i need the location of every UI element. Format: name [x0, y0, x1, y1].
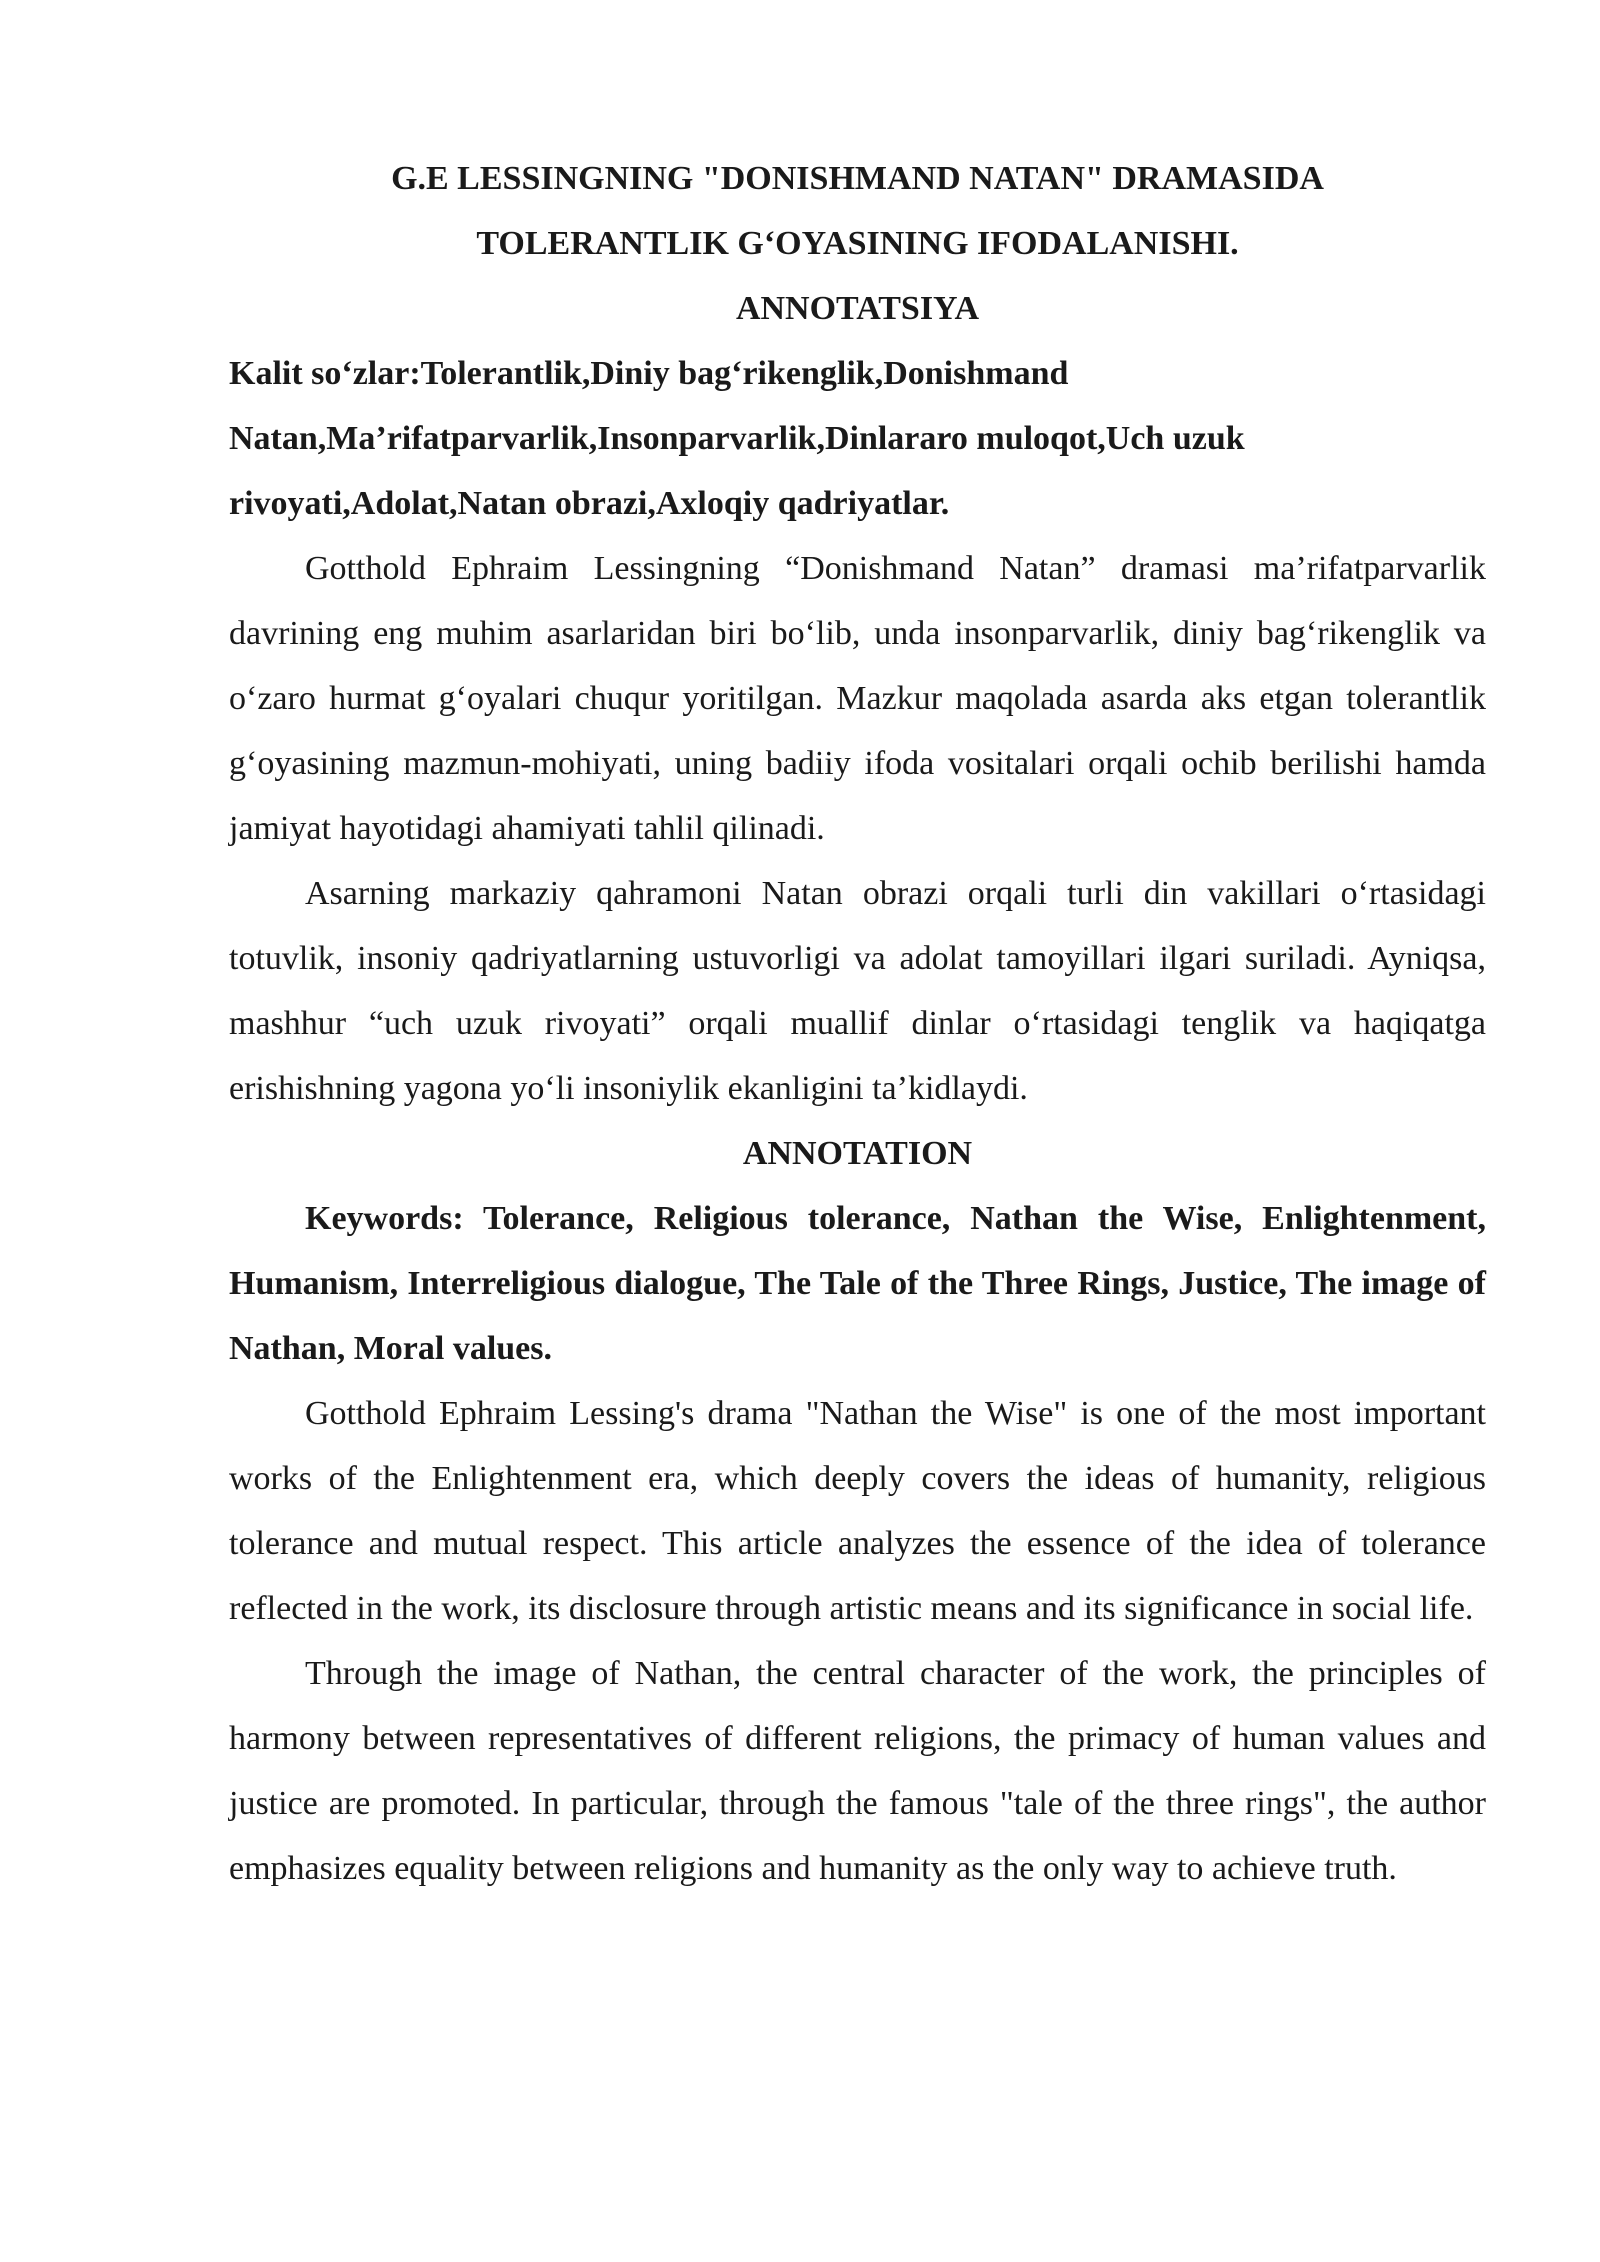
uz-keywords-line-3: rivoyati,Adolat,Natan obrazi,Axloqiy qadriyatlar. [229, 485, 950, 522]
uz-keywords-line-2: Natan,Ma’rifatparvarlik,Insonparvarlik,Dinlararo muloqot,Uch uzuk [229, 420, 1245, 457]
en-paragraph-2: Through the image of Nathan, the central character of the work, the principles of harmony between representatives of different religions, the primacy of human values and justice are promoted. In particular, through the famous "tale of the three rings", the author emphasizes equality between religions and humanity as the only way to achieve truth. [229, 1655, 1486, 1887]
en-paragraph-1: Gotthold Ephraim Lessing's drama "Nathan the Wise" is one of the most important works of the Enlightenment era, which deeply covers the ideas of humanity, religious tolerance and mutual respect. This article analyzes the essence of the idea of tolerance reflected in the work, its disclosure through artistic means and its significance in social life. [229, 1395, 1486, 1627]
uz-annotation-heading: ANNOTATSIYA [735, 290, 980, 327]
uz-paragraph-2: Asarning markaziy qahramoni Natan obrazi orqali turli din vakillari o‘rtasidagi totuvlik, insoniy qadriyatlarning ustuvorligi va adolat tamoyillari ilgari suriladi. Ayniqsa, mashhur “uch uzuk rivoyati” orqali muallif dinlar o‘rtasidagi tenglik va haqiqatga erishishning yagona yo‘li insoniylik ekanligini ta’kidlaydi. [229, 875, 1486, 1107]
uz-paragraph-1: Gotthold Ephraim Lessingning “Donishmand Natan” dramasi ma’rifatparvarlik davrining eng muhim asarlaridan biri bo‘lib, unda insonparvarlik, diniy bag‘rikenglik va o‘zaro hurmat g‘oyalari chuqur yoritilgan. Mazkur maqolada asarda aks etgan tolerantlik g‘oyasining mazmun-mohiyati, uning badiiy ifoda vositalari orqali ochib berilishi hamda jamiyat hayotidagi ahamiyati tahlil qilinadi. [229, 550, 1486, 847]
uz-keywords [229, 341, 1486, 536]
en-annotation-heading: ANNOTATION [742, 1135, 973, 1172]
document-page [229, 146, 1486, 1901]
en-keywords: Keywords: Tolerance, Religious tolerance, Nathan the Wise, Enlightenment, Humanism, Interreligious dialogue, The Tale of the Three Rings, Justice, The image of Nathan, Moral values. [229, 1200, 1486, 1367]
uz-keywords-line-1: Kalit so‘zlar:Tolerantlik,Diniy bag‘rikenglik,Donishmand [229, 355, 1069, 392]
title-line-2: TOLERANTLIK G‘OYASINING IFODALANISHI. [476, 225, 1239, 262]
title-line-1: G.E LESSINGNING "DONISHMAND NATAN" DRAMASIDA [391, 160, 1324, 197]
